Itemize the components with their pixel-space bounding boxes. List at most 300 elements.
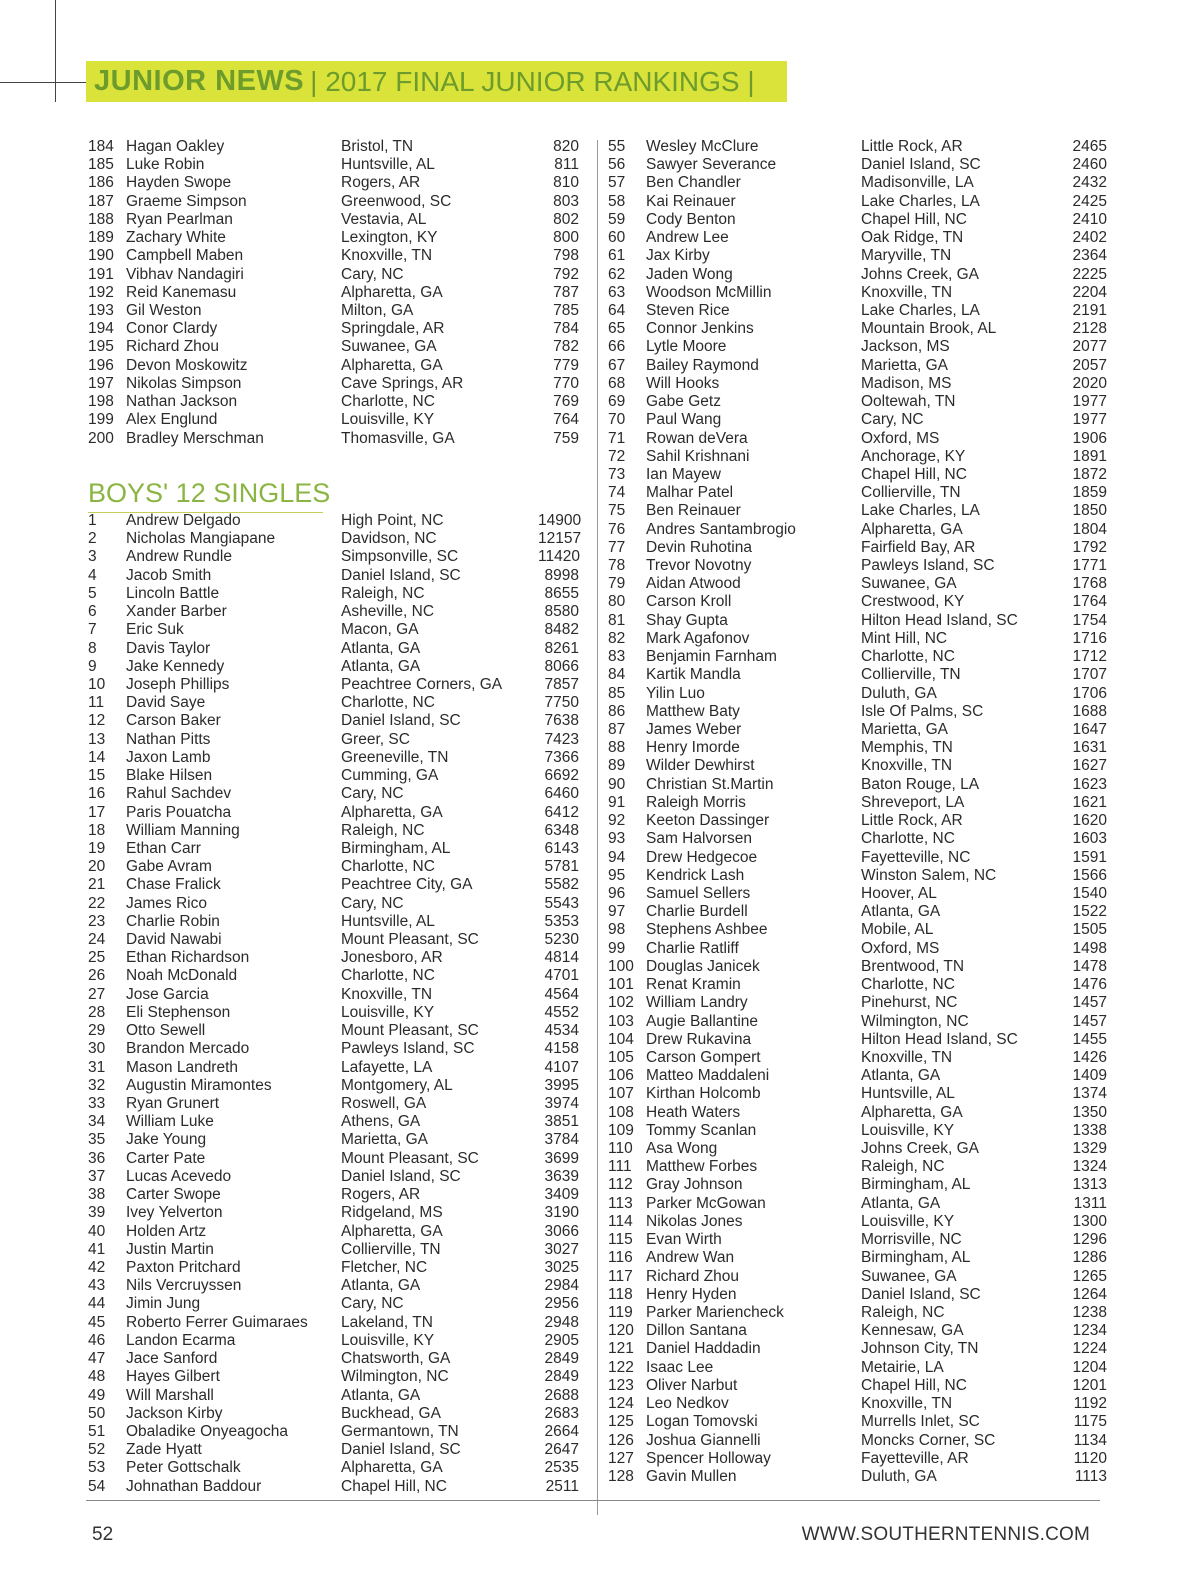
points-cell: 1603 [1072, 830, 1107, 848]
table-row [608, 1067, 1107, 1085]
rank-cell: 95 [608, 866, 626, 884]
points-cell: 2956 [544, 1295, 579, 1313]
table-row [88, 1004, 579, 1022]
player-name-cell: Kartik Mandla [646, 666, 741, 684]
player-name-cell: Xander Barber [126, 603, 227, 621]
player-name-cell: Ryan Pearlman [126, 210, 233, 228]
hometown-cell: Oak Ridge, TN [861, 229, 964, 247]
table-row [88, 840, 579, 858]
hometown-cell: Suwanee, GA [861, 1267, 957, 1285]
rank-cell: 49 [88, 1386, 106, 1404]
points-cell: 2511 [545, 1477, 579, 1495]
player-name-cell: Carter Swope [126, 1186, 221, 1204]
table-row [608, 393, 1107, 411]
player-name-cell: Spencer Holloway [646, 1449, 771, 1467]
points-cell: 1505 [1072, 921, 1107, 939]
player-name-cell: Graeme Simpson [126, 192, 247, 210]
points-cell: 1409 [1072, 1067, 1107, 1085]
table-row [88, 603, 579, 621]
points-cell: 7366 [544, 748, 579, 766]
table-row [608, 757, 1107, 775]
hometown-cell: Chapel Hill, NC [861, 1376, 967, 1394]
table-row [608, 211, 1107, 229]
points-cell: 2020 [1072, 374, 1107, 392]
points-cell: 3974 [544, 1095, 579, 1113]
rank-cell: 71 [608, 429, 626, 447]
hometown-cell: Chapel Hill, NC [861, 465, 967, 483]
points-cell: 1872 [1072, 465, 1107, 483]
player-name-cell: Holden Artz [126, 1222, 207, 1240]
rank-cell: 191 [88, 265, 114, 283]
table-row [608, 484, 1107, 502]
hometown-cell: Alpharetta, GA [341, 1222, 443, 1240]
rank-cell: 184 [88, 138, 114, 155]
points-cell: 2849 [544, 1350, 579, 1368]
hometown-cell: Davidson, NC [341, 530, 437, 548]
points-cell: 770 [553, 374, 579, 392]
table-row [88, 931, 579, 949]
player-name-cell: Nathan Jackson [126, 393, 238, 411]
points-cell: 1712 [1072, 648, 1107, 666]
hometown-cell: Birmingham, AL [861, 1249, 971, 1267]
rank-cell: 85 [608, 684, 626, 702]
points-cell: 7750 [544, 694, 579, 712]
points-cell: 6692 [544, 767, 579, 785]
table-row [88, 211, 579, 229]
table-row [608, 958, 1107, 976]
table-row [608, 794, 1107, 812]
hometown-cell: Fayetteville, NC [861, 848, 971, 866]
hometown-cell: Daniel Island, SC [341, 1441, 461, 1459]
table-row [88, 512, 582, 530]
hometown-cell: Mint Hill, NC [861, 629, 948, 647]
hometown-cell: Greeneville, TN [341, 748, 449, 766]
hometown-cell: Madison, MS [861, 374, 952, 392]
player-name-cell: Jake Young [126, 1131, 207, 1149]
points-cell: 1296 [1072, 1231, 1107, 1249]
table-row [88, 1040, 579, 1058]
rank-cell: 123 [608, 1376, 634, 1394]
points-cell: 2849 [544, 1368, 579, 1386]
rank-cell: 67 [608, 356, 626, 374]
player-name-cell: Dillon Santana [646, 1322, 747, 1340]
player-name-cell: Benjamin Farnham [646, 648, 777, 666]
rank-cell: 90 [608, 775, 626, 793]
points-cell: 14900 [538, 512, 582, 530]
hometown-cell: Milton, GA [341, 301, 414, 319]
hometown-cell: Raleigh, NC [861, 1304, 945, 1321]
hometown-cell: Thomasville, GA [341, 429, 455, 447]
rank-cell: 198 [88, 393, 114, 411]
rank-cell: 189 [88, 229, 114, 247]
rank-cell: 187 [88, 192, 114, 210]
table-row [88, 913, 579, 931]
rank-cell: 196 [88, 356, 114, 374]
hometown-cell: Collierville, TN [861, 484, 961, 502]
player-name-cell: Cody Benton [646, 210, 736, 228]
hometown-cell: Jonesboro, AR [341, 949, 443, 967]
hometown-cell: Daniel Island, SC [341, 1167, 461, 1185]
player-name-cell: James Weber [646, 721, 742, 738]
points-cell: 3699 [544, 1149, 579, 1167]
table-row [88, 430, 579, 448]
table-row [608, 830, 1107, 848]
hometown-cell: Lexington, KY [341, 229, 438, 247]
player-name-cell: Kendrick Lash [646, 866, 745, 884]
table-row [608, 940, 1107, 958]
rank-cell: 114 [608, 1212, 633, 1230]
hometown-cell: Mount Pleasant, SC [341, 931, 479, 949]
rank-cell: 23 [88, 912, 106, 930]
table-row [88, 749, 579, 767]
table-row [608, 1176, 1107, 1194]
player-name-cell: Parker McGowan [646, 1194, 766, 1212]
table-row [608, 1104, 1107, 1122]
table-row [88, 876, 579, 894]
points-cell: 1906 [1072, 429, 1107, 447]
player-name-cell: Ryan Grunert [126, 1095, 220, 1113]
player-name-cell: Henry Hyden [646, 1285, 737, 1303]
table-row [608, 375, 1107, 393]
player-name-cell: Paris Pouatcha [126, 803, 232, 821]
points-cell: 1768 [1072, 575, 1107, 593]
hometown-cell: Knoxville, TN [861, 1395, 953, 1413]
hometown-cell: Isle Of Palms, SC [861, 702, 984, 720]
table-row [608, 229, 1107, 247]
hometown-cell: Oxford, MS [861, 939, 940, 957]
player-name-cell: Yilin Luo [646, 684, 705, 702]
points-cell: 820 [553, 138, 579, 155]
hometown-cell: Huntsville, AL [861, 1085, 955, 1103]
hometown-cell: Rogers, AR [341, 1186, 421, 1204]
rank-cell: 22 [88, 894, 106, 912]
rank-cell: 79 [608, 575, 626, 593]
points-cell: 1234 [1072, 1322, 1107, 1340]
player-name-cell: Ian Mayew [646, 465, 721, 483]
points-cell: 2128 [1072, 320, 1107, 338]
player-name-cell: Jacob Smith [126, 566, 212, 584]
hometown-cell: Mobile, AL [861, 921, 934, 939]
table-row [608, 557, 1107, 575]
hometown-cell: Raleigh, NC [341, 821, 425, 839]
page-number: 52 [92, 1524, 114, 1545]
player-name-cell: Alex Englund [126, 411, 218, 429]
rank-cell: 25 [88, 949, 106, 967]
hometown-cell: Pinehurst, NC [861, 994, 958, 1012]
points-cell: 1478 [1072, 957, 1107, 975]
player-name-cell: Sam Halvorsen [646, 830, 752, 848]
points-cell: 1804 [1072, 520, 1107, 538]
points-cell: 802 [553, 210, 579, 228]
table-row [88, 731, 579, 749]
table-row [88, 156, 579, 174]
points-cell: 1647 [1072, 721, 1107, 738]
player-name-cell: Hayes Gilbert [126, 1368, 220, 1386]
player-name-cell: Ben Chandler [646, 174, 741, 192]
hometown-cell: Lakeland, TN [341, 1313, 433, 1331]
hometown-cell: Cave Springs, AR [341, 374, 464, 392]
hometown-cell: High Point, NC [341, 512, 444, 530]
player-name-cell: Will Marshall [126, 1386, 214, 1404]
table-row [88, 621, 579, 639]
player-name-cell: Wilder Dewhirst [646, 757, 755, 775]
hometown-cell: Atlanta, GA [341, 1386, 421, 1404]
player-name-cell: Drew Rukavina [646, 1030, 752, 1048]
player-name-cell: Gil Weston [126, 301, 202, 319]
table-row [88, 174, 579, 192]
player-name-cell: Joshua Giannelli [646, 1431, 761, 1449]
player-name-cell: Devin Ruhotina [646, 538, 752, 556]
rank-cell: 11 [88, 694, 105, 712]
hometown-cell: Baton Rouge, LA [861, 775, 980, 793]
points-cell: 2664 [544, 1422, 579, 1440]
points-cell: 1566 [1072, 866, 1107, 884]
player-name-cell: Reid Kanemasu [126, 283, 237, 301]
hometown-cell: Charlotte, NC [861, 648, 955, 666]
hometown-cell: Louisville, KY [861, 1212, 955, 1230]
player-name-cell: Chase Fralick [126, 876, 221, 894]
rank-cell: 84 [608, 666, 626, 684]
points-cell: 8261 [544, 639, 579, 657]
points-cell: 764 [553, 411, 579, 429]
rank-cell: 117 [608, 1267, 633, 1285]
player-name-cell: Jake Kennedy [126, 657, 225, 675]
points-cell: 5353 [544, 912, 579, 930]
rank-cell: 12 [88, 712, 106, 730]
footer-rule [86, 1500, 1100, 1501]
rank-cell: 32 [88, 1076, 106, 1094]
hometown-cell: Metairie, LA [861, 1358, 944, 1376]
hometown-cell: Huntsville, AL [341, 912, 435, 930]
table-row [88, 1059, 579, 1077]
hometown-cell: Ridgeland, MS [341, 1204, 443, 1222]
table-row [88, 1295, 579, 1313]
player-name-cell: Noah McDonald [126, 967, 238, 985]
table-row [608, 1468, 1107, 1486]
hometown-cell: Maryville, TN [861, 247, 952, 265]
hometown-cell: Johns Creek, GA [861, 1140, 980, 1158]
player-name-cell: Leo Nedkov [646, 1395, 729, 1413]
hometown-cell: Atlanta, GA [861, 1067, 941, 1085]
points-cell: 2410 [1072, 210, 1107, 228]
player-name-cell: Lucas Acevedo [126, 1167, 232, 1185]
hometown-cell: Birmingham, AL [341, 839, 451, 857]
player-name-cell: Sawyer Severance [646, 156, 777, 174]
rank-cell: 43 [88, 1277, 106, 1295]
player-name-cell: Oliver Narbut [646, 1376, 738, 1394]
rank-cell: 33 [88, 1095, 106, 1113]
points-cell: 2465 [1072, 138, 1107, 155]
player-name-cell: William Landry [646, 994, 748, 1012]
player-name-cell: Paul Wang [646, 411, 722, 429]
points-cell: 5582 [544, 876, 579, 894]
hometown-cell: Johns Creek, GA [861, 265, 980, 283]
points-cell: 1374 [1072, 1085, 1107, 1103]
player-name-cell: Peter Gottschalk [126, 1459, 241, 1477]
hometown-cell: Wilmington, NC [861, 1012, 969, 1030]
player-name-cell: Jimin Jung [126, 1295, 201, 1313]
rank-cell: 199 [88, 411, 114, 429]
table-row [88, 986, 579, 1004]
hometown-cell: Cary, NC [341, 1295, 404, 1313]
table-row [88, 1186, 579, 1204]
table-row [88, 1131, 579, 1149]
hometown-cell: Ooltewah, TN [861, 393, 956, 411]
points-cell: 1706 [1072, 684, 1107, 702]
rank-cell: 62 [608, 265, 626, 283]
points-cell: 2364 [1072, 247, 1107, 265]
hometown-cell: Duluth, GA [861, 1467, 937, 1485]
player-name-cell: Andrew Delgado [126, 512, 241, 530]
rank-cell: 9 [88, 657, 97, 675]
player-name-cell: Aidan Atwood [646, 575, 741, 593]
points-cell: 1313 [1072, 1176, 1107, 1194]
points-cell: 12157 [538, 530, 582, 548]
points-cell: 2077 [1072, 338, 1107, 356]
hometown-cell: Suwanee, GA [341, 338, 437, 356]
player-name-cell: Mark Agafonov [646, 629, 750, 647]
rank-cell: 8 [88, 639, 97, 657]
points-cell: 4814 [544, 949, 579, 967]
table-row [608, 1395, 1107, 1413]
rank-cell: 112 [608, 1176, 633, 1194]
points-cell: 4552 [544, 1003, 579, 1021]
rankings-list-boys-12 [88, 512, 582, 1496]
hometown-cell: Athens, GA [341, 1113, 421, 1131]
player-name-cell: Ethan Richardson [126, 949, 250, 967]
points-cell: 803 [553, 192, 579, 210]
rank-cell: 104 [608, 1030, 634, 1048]
table-row [608, 885, 1107, 903]
rank-cell: 87 [608, 721, 626, 738]
hometown-cell: Fairfield Bay, AR [861, 538, 976, 556]
rank-cell: 115 [608, 1231, 633, 1249]
table-row [608, 1085, 1107, 1103]
table-row [608, 1340, 1107, 1358]
table-row [608, 193, 1107, 211]
player-name-cell: Christian St.Martin [646, 775, 774, 793]
hometown-cell: Raleigh, NC [341, 584, 425, 602]
points-cell: 1120 [1073, 1449, 1107, 1467]
table-row [608, 1213, 1107, 1231]
hometown-cell: Chatsworth, GA [341, 1350, 451, 1368]
player-name-cell: Renat Kramin [646, 976, 741, 994]
rank-cell: 60 [608, 229, 626, 247]
rank-cell: 80 [608, 593, 626, 611]
points-cell: 1192 [1073, 1395, 1107, 1413]
rank-cell: 61 [608, 247, 626, 265]
player-name-cell: Kai Reinauer [646, 192, 736, 210]
points-cell: 1977 [1072, 393, 1107, 411]
page-title: | 2017 FINAL JUNIOR RANKINGS | [310, 65, 755, 97]
hometown-cell: Mount Pleasant, SC [341, 1149, 479, 1167]
hometown-cell: Marietta, GA [861, 356, 948, 374]
hometown-cell: Atlanta, GA [341, 639, 421, 657]
rank-cell: 98 [608, 921, 626, 939]
column-divider [597, 140, 598, 1515]
rank-cell: 86 [608, 702, 626, 720]
hometown-cell: Atlanta, GA [341, 1277, 421, 1295]
player-name-cell: Gabe Getz [646, 393, 721, 411]
crop-mark-vertical [55, 0, 56, 102]
hometown-cell: Cary, NC [341, 785, 404, 803]
player-name-cell: Heath Waters [646, 1103, 741, 1121]
points-cell: 2460 [1072, 156, 1107, 174]
rank-cell: 27 [88, 985, 106, 1003]
table-row [88, 338, 579, 356]
points-cell: 787 [553, 283, 579, 301]
table-row [608, 1413, 1107, 1431]
hometown-cell: Lake Charles, LA [861, 301, 980, 319]
player-name-cell: Douglas Janicek [646, 957, 760, 975]
rank-cell: 52 [88, 1441, 106, 1459]
table-row [88, 393, 579, 411]
rank-cell: 35 [88, 1131, 106, 1149]
hometown-cell: Peachtree City, GA [341, 876, 473, 894]
table-row [608, 338, 1107, 356]
player-name-cell: Conor Clardy [126, 320, 218, 338]
rank-cell: 7 [88, 621, 97, 639]
player-name-cell: Richard Zhou [126, 338, 220, 356]
hometown-cell: Germantown, TN [341, 1422, 459, 1440]
points-cell: 1792 [1072, 538, 1107, 556]
rank-cell: 16 [88, 785, 106, 803]
rank-cell: 46 [88, 1331, 106, 1349]
points-cell: 2425 [1072, 192, 1107, 210]
hometown-cell: Suwanee, GA [861, 575, 957, 593]
rank-cell: 3 [88, 548, 97, 566]
points-cell: 784 [553, 320, 579, 338]
points-cell: 3027 [544, 1240, 579, 1258]
hometown-cell: Knoxville, TN [341, 985, 433, 1003]
section-label: JUNIOR NEWS [94, 65, 305, 97]
player-name-cell: Nikolas Simpson [126, 374, 242, 392]
player-name-cell: William Manning [126, 821, 240, 839]
points-cell: 2204 [1072, 283, 1107, 301]
points-cell: 4107 [544, 1058, 579, 1076]
hometown-cell: Mount Pleasant, SC [341, 1022, 479, 1040]
points-cell: 1859 [1072, 484, 1107, 502]
table-row [608, 921, 1107, 939]
table-row [88, 1405, 579, 1423]
player-name-cell: Mason Landreth [126, 1058, 239, 1076]
player-name-cell: Trevor Novotny [646, 557, 752, 575]
hometown-cell: Madisonville, LA [861, 174, 974, 192]
points-cell: 2948 [544, 1313, 579, 1331]
points-cell: 1201 [1072, 1376, 1107, 1394]
rank-cell: 34 [88, 1113, 106, 1131]
hometown-cell: Daniel Island, SC [861, 156, 981, 174]
player-name-cell: Matthew Forbes [646, 1158, 758, 1176]
hometown-cell: Cary, NC [341, 265, 404, 283]
table-row [608, 1013, 1107, 1031]
player-name-cell: David Nawabi [126, 931, 222, 949]
player-name-cell: Sahil Krishnani [646, 447, 750, 465]
player-name-cell: Logan Tomovski [646, 1413, 758, 1431]
points-cell: 1764 [1072, 593, 1107, 611]
table-row [88, 967, 579, 985]
hometown-cell: Rogers, AR [341, 174, 421, 192]
points-cell: 785 [553, 301, 579, 319]
table-row [608, 320, 1107, 338]
table-row [608, 1122, 1107, 1140]
rank-cell: 119 [608, 1304, 633, 1321]
points-cell: 792 [553, 265, 579, 283]
rank-cell: 47 [88, 1350, 106, 1368]
points-cell: 1977 [1072, 411, 1107, 429]
player-name-cell: Will Hooks [646, 374, 720, 392]
player-name-cell: Connor Jenkins [646, 320, 754, 338]
